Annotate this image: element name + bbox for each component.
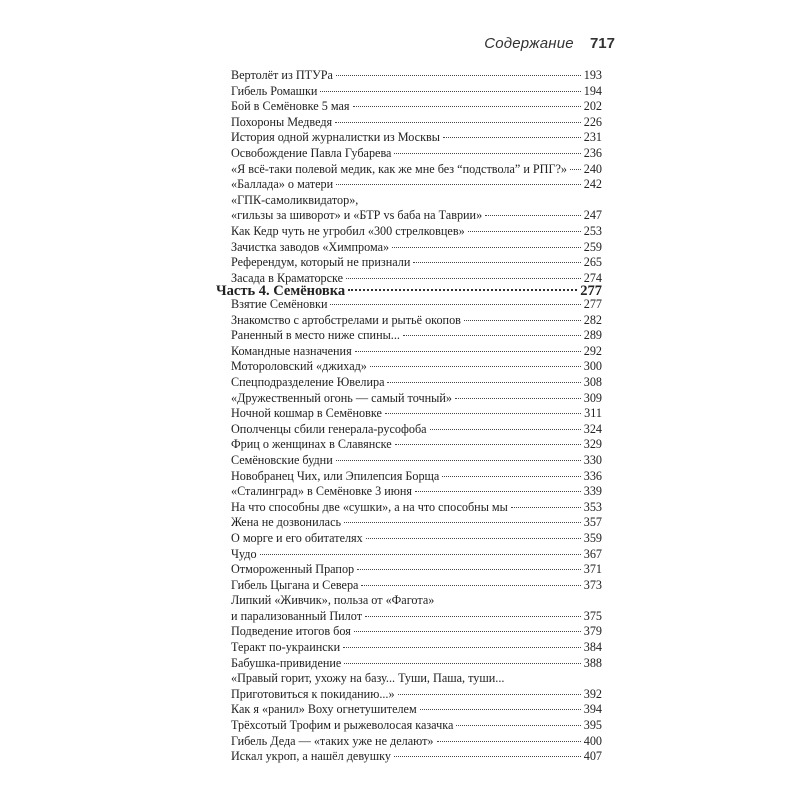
entry-page: 339	[583, 484, 602, 499]
entry-title: Фриц о женщинах в Славянске	[231, 437, 392, 452]
toc-entry[interactable]	[231, 500, 602, 516]
leader-dots	[442, 476, 580, 477]
entry-title: Искал укроп, а нашёл девушку	[231, 749, 391, 764]
entry-page: 226	[583, 114, 602, 129]
toc-entry[interactable]	[231, 562, 602, 578]
entry-title: Приготовиться к покиданию...»	[231, 686, 395, 701]
entry-title: Отмороженный Прапор	[231, 562, 355, 577]
page-header	[484, 35, 615, 52]
leader-dots	[344, 663, 580, 664]
entry-page: 194	[583, 83, 602, 98]
leader-dots	[357, 569, 581, 570]
leader-dots	[353, 106, 581, 107]
entry-title: Трёхсотый Трофим и рыжеволосая казачка	[231, 718, 454, 733]
entry-title: Чудо	[231, 546, 257, 561]
entry-title: «гильзы за шиворот» и «БТР vs баба на Таврии»	[231, 208, 483, 223]
entry-title: Засада в Краматорске	[231, 270, 344, 285]
entry-page: 309	[583, 390, 602, 405]
entry-title: Теракт по-украински	[231, 640, 341, 655]
entry-page: 395	[583, 718, 602, 733]
entry-page: 353	[583, 499, 602, 514]
entry-page: 311	[584, 406, 602, 421]
entry-page: 240	[583, 161, 602, 176]
toc-entry[interactable]	[231, 99, 602, 115]
leader-dots	[398, 694, 581, 695]
entry-title-line: «ГПК-самоликвидатор»,	[231, 192, 359, 207]
leader-dots	[330, 304, 580, 305]
toc-entry[interactable]	[231, 624, 602, 640]
toc-entry[interactable]	[231, 437, 602, 453]
entry-title: Гибель Деда — «таких уже не делают»	[231, 733, 434, 748]
entry-title: О морге и его обитателях	[231, 530, 363, 545]
leader-dots	[443, 137, 581, 138]
leader-dots	[413, 262, 580, 263]
entry-title: Гибель Цыгана и Севера	[231, 577, 359, 592]
toc-entry[interactable]	[231, 453, 602, 469]
entry-page: 308	[583, 374, 602, 389]
toc-entry[interactable]	[231, 224, 602, 240]
entry-title: «Дружественный огонь — самый точный»	[231, 390, 452, 405]
toc-entry[interactable]	[231, 593, 602, 609]
leader-dots	[570, 169, 581, 170]
toc-entry[interactable]	[231, 208, 602, 224]
leader-dots	[415, 491, 581, 492]
entry-page: 371	[583, 562, 602, 577]
leader-dots	[354, 631, 581, 632]
entry-page: 242	[583, 177, 602, 192]
entry-page: 259	[583, 239, 602, 254]
entry-title: Жена не дозвонилась	[231, 515, 342, 530]
entry-page: 300	[583, 359, 602, 374]
entry-page: 236	[583, 145, 602, 160]
entry-title: «Сталинград» в Семёновке 3 июня	[231, 484, 412, 499]
leader-dots	[420, 709, 581, 710]
toc-entry[interactable]	[231, 359, 602, 375]
entry-title: Подведение итогов боя	[231, 624, 351, 639]
leader-dots	[361, 585, 580, 586]
toc-entry[interactable]	[231, 68, 602, 84]
toc-entry[interactable]	[231, 718, 602, 734]
leader-dots	[385, 413, 581, 414]
toc-entry[interactable]	[231, 702, 602, 718]
leader-dots	[344, 522, 581, 523]
leader-dots	[366, 538, 581, 539]
leader-dots	[485, 215, 581, 216]
toc-entry[interactable]	[231, 146, 602, 162]
leader-dots	[464, 320, 581, 321]
toc-entry[interactable]	[231, 313, 602, 329]
leader-dots	[394, 153, 580, 154]
toc-entry[interactable]	[231, 240, 602, 256]
entry-title: Референдум, который не признали	[231, 255, 411, 270]
toc-entry[interactable]	[231, 193, 602, 209]
leader-dots	[365, 616, 581, 617]
leader-dots	[430, 429, 581, 430]
toc-entry[interactable]	[231, 640, 602, 656]
toc-entry[interactable]	[231, 656, 602, 672]
leader-dots	[355, 351, 581, 352]
entry-title: «Я всё-таки полевой медик, как же мне без “подствола” и РПГ?»	[231, 161, 568, 176]
toc-entry[interactable]	[231, 469, 602, 485]
toc-entry[interactable]	[231, 391, 602, 407]
entry-title: На что способны две «сушки», а на что способны мы	[231, 499, 508, 514]
entry-page: 375	[583, 608, 602, 623]
leader-dots	[348, 289, 577, 291]
page-number: 717	[589, 35, 615, 52]
entry-title: Командные назначения	[231, 343, 352, 358]
toc-entry[interactable]	[231, 255, 602, 271]
entry-page: 292	[583, 343, 602, 358]
toc-entry[interactable]	[231, 115, 602, 131]
entry-title: Раненный в место ниже спины...	[231, 328, 400, 343]
leader-dots	[346, 278, 581, 279]
entry-title: Гибель Ромашки	[231, 83, 318, 98]
entry-title: Вертолёт из ПТУРа	[231, 68, 333, 82]
entry-page: 324	[583, 421, 602, 436]
toc-entry[interactable]	[231, 344, 602, 360]
leader-dots	[336, 184, 581, 185]
part-title: Часть 4. Семёновка	[216, 283, 346, 299]
entry-page: 388	[583, 655, 602, 670]
entry-page: 282	[583, 312, 602, 327]
leader-dots	[335, 122, 581, 123]
leader-dots	[511, 507, 581, 508]
entry-page: 247	[583, 208, 602, 223]
leader-dots	[387, 382, 580, 383]
leader-dots	[336, 460, 581, 461]
entry-page: 330	[583, 452, 602, 467]
entry-title: Зачистка заводов «Химпрома»	[231, 239, 390, 254]
toc-entry[interactable]	[231, 328, 602, 344]
entry-page: 400	[583, 733, 602, 748]
leader-dots	[394, 756, 581, 757]
entry-title: Семёновские будни	[231, 452, 333, 467]
entry-page: 193	[583, 68, 602, 82]
toc-entry[interactable]	[231, 422, 602, 438]
toc-entry[interactable]	[231, 531, 602, 547]
entry-page: 367	[583, 546, 602, 561]
toc-entry[interactable]	[231, 609, 602, 625]
toc-entry[interactable]	[231, 297, 602, 313]
toc-entry[interactable]	[231, 177, 602, 193]
leader-dots	[336, 75, 581, 76]
entry-page: 392	[583, 686, 602, 701]
toc-entry[interactable]	[231, 484, 602, 500]
part-page: 277	[580, 283, 602, 299]
entry-page: 336	[583, 468, 602, 483]
leader-dots	[320, 91, 580, 92]
entry-page: 277	[583, 297, 602, 311]
toc-entry[interactable]	[231, 162, 602, 178]
toc-entry[interactable]	[231, 671, 602, 687]
entry-page: 379	[583, 624, 602, 639]
leader-dots	[455, 398, 581, 399]
entry-page: 357	[583, 515, 602, 530]
leader-dots	[370, 366, 581, 367]
entry-page: 274	[583, 270, 602, 285]
entry-page: 289	[583, 328, 602, 343]
leader-dots	[468, 231, 581, 232]
entry-title-line: «Правый горит, ухожу на базу... Туши, Паша, туши...	[231, 671, 505, 686]
toc-entry[interactable]	[231, 406, 602, 422]
leader-dots	[395, 444, 581, 445]
leader-dots	[403, 335, 581, 336]
entry-page: 394	[583, 702, 602, 717]
entry-title: Бой в Семёновке 5 мая	[231, 99, 350, 114]
leader-dots	[392, 247, 581, 248]
entry-title: Как Кедр чуть не угробил «300 стрелковцев»	[231, 223, 465, 238]
entry-page: 384	[583, 640, 602, 655]
leader-dots	[260, 554, 581, 555]
entry-page: 329	[583, 437, 602, 452]
toc-section-part3	[231, 68, 602, 286]
entry-page: 265	[583, 255, 602, 270]
entry-title: Бабушка-привидение	[231, 655, 342, 670]
leader-dots	[343, 647, 581, 648]
entry-title: История одной журналистки из Москвы	[231, 130, 440, 145]
toc-entry[interactable]	[231, 687, 602, 703]
toc-entry[interactable]	[231, 734, 602, 750]
entry-title: и парализованный Пилот	[231, 608, 363, 623]
toc-entry[interactable]	[231, 749, 602, 765]
entry-title: «Баллада» о матери	[231, 177, 334, 192]
toc-entry[interactable]	[231, 547, 602, 563]
toc-entry[interactable]	[231, 375, 602, 391]
toc-entry[interactable]	[231, 130, 602, 146]
entry-title: Ночной кошмар в Семёновке	[231, 406, 382, 421]
entry-title-line: Липкий «Живчик», польза от «Фагота»	[231, 593, 435, 608]
toc-section-part4	[231, 297, 602, 765]
entry-page: 359	[583, 530, 602, 545]
entry-title: Спецподразделение Ювелира	[231, 374, 385, 389]
entry-page: 202	[583, 99, 602, 114]
entry-title: Мотороловский «джихад»	[231, 359, 367, 374]
entry-title: Освобождение Павла Губарева	[231, 145, 392, 160]
entry-page: 373	[583, 577, 602, 592]
entry-page: 407	[583, 749, 602, 764]
toc-entry[interactable]	[231, 578, 602, 594]
entry-title: Как я «ранил» Воху огнетушителем	[231, 702, 417, 717]
entry-page: 253	[583, 223, 602, 238]
entry-title: Взятие Семёновки	[231, 297, 328, 311]
toc-entry[interactable]	[231, 84, 602, 100]
entry-title: Новобранец Чих, или Эпилепсия Борща	[231, 468, 440, 483]
entry-title: Похороны Медведя	[231, 114, 333, 129]
toc-entry[interactable]	[231, 515, 602, 531]
entry-page: 231	[583, 130, 602, 145]
running-title: Содержание	[484, 35, 574, 52]
entry-title: Знакомство с артобстрелами и рытьё окопов	[231, 312, 461, 327]
leader-dots	[456, 725, 580, 726]
entry-title: Ополченцы сбили генерала-русофоба	[231, 421, 427, 436]
leader-dots	[437, 741, 581, 742]
